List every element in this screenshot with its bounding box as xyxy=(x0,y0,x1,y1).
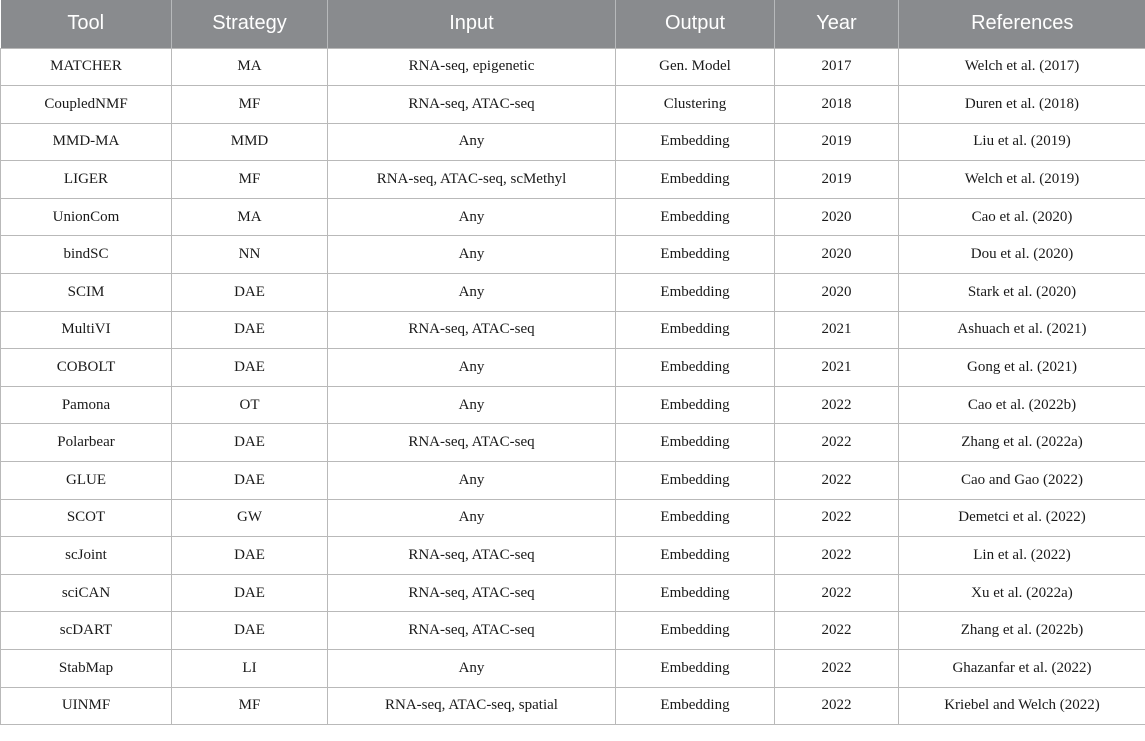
cell-strategy: DAE xyxy=(172,612,328,650)
cell-tool: SCIM xyxy=(1,274,172,312)
cell-strategy: DAE xyxy=(172,462,328,500)
cell-tool: scDART xyxy=(1,612,172,650)
cell-year: 2022 xyxy=(775,687,899,725)
cell-reference: Stark et al. (2020) xyxy=(899,274,1145,312)
header-input: Input xyxy=(328,0,616,48)
cell-input: RNA-seq, ATAC-seq xyxy=(328,537,616,575)
table-row xyxy=(1,198,1145,236)
cell-input: RNA-seq, ATAC-seq xyxy=(328,311,616,349)
table-row xyxy=(1,48,1145,86)
cell-strategy: DAE xyxy=(172,574,328,612)
cell-year: 2022 xyxy=(775,462,899,500)
cell-output: Embedding xyxy=(616,424,775,462)
cell-strategy: MA xyxy=(172,48,328,86)
cell-output: Embedding xyxy=(616,274,775,312)
header-tool: Tool xyxy=(1,0,172,48)
cell-strategy: DAE xyxy=(172,311,328,349)
cell-output: Embedding xyxy=(616,236,775,274)
cell-input: Any xyxy=(328,274,616,312)
cell-reference: Ghazanfar et al. (2022) xyxy=(899,650,1145,688)
cell-strategy: MA xyxy=(172,198,328,236)
cell-tool: MultiVI xyxy=(1,311,172,349)
cell-tool: CoupledNMF xyxy=(1,86,172,124)
cell-output: Embedding xyxy=(616,161,775,199)
cell-output: Gen. Model xyxy=(616,48,775,86)
cell-year: 2022 xyxy=(775,650,899,688)
cell-reference: Kriebel and Welch (2022) xyxy=(899,687,1145,725)
header-strategy: Strategy xyxy=(172,0,328,48)
cell-year: 2022 xyxy=(775,574,899,612)
cell-output: Embedding xyxy=(616,462,775,500)
cell-output: Embedding xyxy=(616,198,775,236)
cell-year: 2021 xyxy=(775,349,899,387)
table-header xyxy=(1,0,1145,48)
cell-reference: Zhang et al. (2022b) xyxy=(899,612,1145,650)
table-row xyxy=(1,123,1145,161)
cell-input: RNA-seq, ATAC-seq xyxy=(328,86,616,124)
cell-strategy: MF xyxy=(172,161,328,199)
cell-tool: LIGER xyxy=(1,161,172,199)
header-references: References xyxy=(899,0,1145,48)
cell-year: 2022 xyxy=(775,386,899,424)
header-year: Year xyxy=(775,0,899,48)
header-row xyxy=(1,0,1145,48)
table-body xyxy=(1,48,1145,725)
cell-strategy: MMD xyxy=(172,123,328,161)
cell-year: 2022 xyxy=(775,537,899,575)
cell-tool: UINMF xyxy=(1,687,172,725)
table-row xyxy=(1,499,1145,537)
cell-year: 2019 xyxy=(775,161,899,199)
cell-input: RNA-seq, ATAC-seq, spatial xyxy=(328,687,616,725)
cell-output: Embedding xyxy=(616,537,775,575)
cell-input: RNA-seq, ATAC-seq, scMethyl xyxy=(328,161,616,199)
cell-tool: Pamona xyxy=(1,386,172,424)
cell-tool: scJoint xyxy=(1,537,172,575)
cell-reference: Ashuach et al. (2021) xyxy=(899,311,1145,349)
cell-reference: Welch et al. (2019) xyxy=(899,161,1145,199)
cell-reference: Zhang et al. (2022a) xyxy=(899,424,1145,462)
table-row xyxy=(1,612,1145,650)
cell-strategy: MF xyxy=(172,687,328,725)
table-row xyxy=(1,349,1145,387)
cell-output: Clustering xyxy=(616,86,775,124)
table-row xyxy=(1,462,1145,500)
cell-year: 2020 xyxy=(775,198,899,236)
cell-reference: Duren et al. (2018) xyxy=(899,86,1145,124)
cell-input: Any xyxy=(328,462,616,500)
cell-year: 2018 xyxy=(775,86,899,124)
table-row xyxy=(1,424,1145,462)
cell-output: Embedding xyxy=(616,574,775,612)
header-output: Output xyxy=(616,0,775,48)
cell-input: RNA-seq, ATAC-seq xyxy=(328,424,616,462)
cell-year: 2020 xyxy=(775,274,899,312)
cell-tool: StabMap xyxy=(1,650,172,688)
cell-year: 2022 xyxy=(775,499,899,537)
cell-input: Any xyxy=(328,349,616,387)
cell-strategy: DAE xyxy=(172,349,328,387)
cell-tool: MMD-MA xyxy=(1,123,172,161)
cell-input: Any xyxy=(328,236,616,274)
cell-input: Any xyxy=(328,123,616,161)
cell-strategy: DAE xyxy=(172,274,328,312)
table-row xyxy=(1,161,1145,199)
cell-year: 2021 xyxy=(775,311,899,349)
cell-reference: Welch et al. (2017) xyxy=(899,48,1145,86)
cell-reference: Cao and Gao (2022) xyxy=(899,462,1145,500)
cell-input: Any xyxy=(328,499,616,537)
cell-output: Embedding xyxy=(616,612,775,650)
cell-reference: Gong et al. (2021) xyxy=(899,349,1145,387)
table-row xyxy=(1,386,1145,424)
cell-year: 2022 xyxy=(775,424,899,462)
cell-input: Any xyxy=(328,650,616,688)
cell-strategy: DAE xyxy=(172,537,328,575)
cell-tool: Polarbear xyxy=(1,424,172,462)
table-row xyxy=(1,274,1145,312)
cell-output: Embedding xyxy=(616,499,775,537)
cell-strategy: NN xyxy=(172,236,328,274)
cell-output: Embedding xyxy=(616,687,775,725)
table-row xyxy=(1,650,1145,688)
table-row xyxy=(1,687,1145,725)
cell-input: RNA-seq, ATAC-seq xyxy=(328,612,616,650)
cell-year: 2022 xyxy=(775,612,899,650)
cell-input: Any xyxy=(328,386,616,424)
cell-strategy: GW xyxy=(172,499,328,537)
cell-tool: sciCAN xyxy=(1,574,172,612)
cell-output: Embedding xyxy=(616,386,775,424)
cell-strategy: DAE xyxy=(172,424,328,462)
cell-year: 2017 xyxy=(775,48,899,86)
cell-reference: Cao et al. (2022b) xyxy=(899,386,1145,424)
cell-year: 2019 xyxy=(775,123,899,161)
table-row xyxy=(1,311,1145,349)
table-row xyxy=(1,236,1145,274)
table-row xyxy=(1,86,1145,124)
cell-reference: Xu et al. (2022a) xyxy=(899,574,1145,612)
cell-tool: COBOLT xyxy=(1,349,172,387)
cell-reference: Liu et al. (2019) xyxy=(899,123,1145,161)
cell-strategy: MF xyxy=(172,86,328,124)
cell-input: RNA-seq, ATAC-seq xyxy=(328,574,616,612)
cell-tool: bindSC xyxy=(1,236,172,274)
cell-year: 2020 xyxy=(775,236,899,274)
table-row xyxy=(1,574,1145,612)
cell-reference: Lin et al. (2022) xyxy=(899,537,1145,575)
cell-output: Embedding xyxy=(616,123,775,161)
cell-tool: GLUE xyxy=(1,462,172,500)
cell-output: Embedding xyxy=(616,349,775,387)
table-row xyxy=(1,537,1145,575)
cell-reference: Demetci et al. (2022) xyxy=(899,499,1145,537)
cell-input: RNA-seq, epigenetic xyxy=(328,48,616,86)
cell-reference: Dou et al. (2020) xyxy=(899,236,1145,274)
cell-output: Embedding xyxy=(616,311,775,349)
cell-strategy: OT xyxy=(172,386,328,424)
cell-tool: UnionCom xyxy=(1,198,172,236)
cell-input: Any xyxy=(328,198,616,236)
cell-strategy: LI xyxy=(172,650,328,688)
cell-tool: SCOT xyxy=(1,499,172,537)
cell-tool: MATCHER xyxy=(1,48,172,86)
cell-output: Embedding xyxy=(616,650,775,688)
cell-reference: Cao et al. (2020) xyxy=(899,198,1145,236)
